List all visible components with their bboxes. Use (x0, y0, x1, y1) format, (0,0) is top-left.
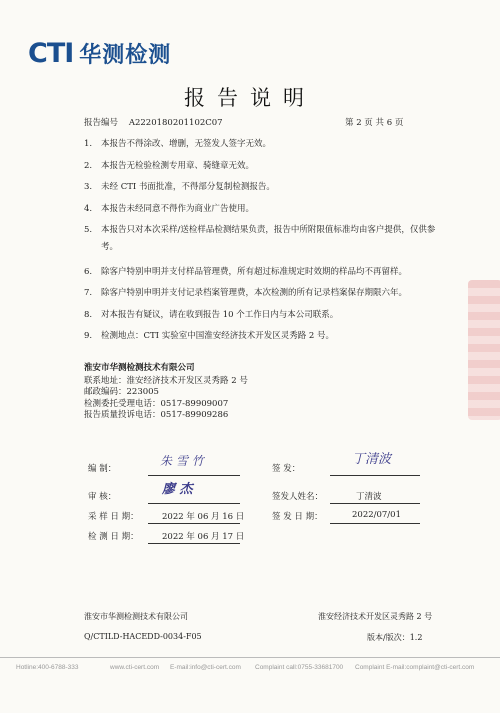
version-info: 版本/版次：1.2 (367, 633, 423, 642)
company-info (84, 363, 248, 422)
report-number-label: 报告编号 (84, 118, 119, 128)
signer-name-label: 签发人姓名： (272, 492, 324, 502)
reviewer-line (148, 503, 240, 504)
sign-label: 签 发： (272, 464, 301, 474)
company-logo (28, 38, 171, 69)
note-item: 3. 未经 CTI 书面批准，不得部分复制检测报告。 (84, 182, 275, 192)
note-item: 4. 本报告未经同意不得作为商业广告使用。 (84, 203, 255, 214)
document-code: Q/CTILD-HACEDD-0034-F05 (84, 632, 202, 641)
logo-name: 华测检测 (79, 43, 172, 68)
test-date: 2022 年 06 月 17 日 (162, 532, 245, 542)
company-address: 联系地址：淮安经济技术开发区灵秀路 2 号 (84, 375, 248, 386)
note-item: 8. 对本报告有疑议，请在收到报告 10 个工作日内与本公司联系。 (84, 309, 339, 320)
entrust-phone: 检测委托受理电话：0517-89909007 (84, 398, 229, 409)
note-item: 2. 本报告无检验检测专用章、骑缝章无效。 (84, 160, 255, 171)
sample-date-line (148, 523, 240, 524)
note-item: 9. 检测地点：CTI 实验室中国淮安经济技术开发区灵秀路 2 号。 (84, 331, 335, 341)
footer-company: 淮安市华测检测技术有限公司 (84, 612, 188, 621)
footer-address: 淮安经济技术开发区灵秀路 2 号 (318, 612, 433, 621)
note-item: 6. 除客户特别申明并支付样品管理费，所有超过标准规定时效期的样品均不再留样。 (84, 266, 408, 277)
sample-date-label: 采 样 日 期： (88, 512, 139, 522)
footer-divider (0, 657, 500, 658)
test-date-line (148, 543, 240, 544)
note-item: 7. 除客户特别申明并支付记录档案管理费，本次检测的所有记录档案保存期限六年。 (84, 288, 408, 298)
notes-list (84, 138, 444, 352)
complaint-call: Complaint call:0755-33681700 (255, 664, 344, 671)
hotline: Hotline:400-6788-333 (16, 664, 79, 671)
reviewer-label: 审 核： (88, 492, 117, 502)
website: www.cti-cert.com (110, 664, 160, 671)
email: E-mail:info@cti-cert.com (170, 664, 241, 671)
sample-date: 2022 年 06 月 16 日 (162, 512, 245, 522)
page-title: 报告说明 (184, 86, 316, 110)
note-item: 1. 本报告不得涂改、增删，无签发人签字无效。 (84, 139, 272, 149)
issue-date-label: 签 发 日 期： (272, 512, 323, 522)
reviewer-signature: 廖 杰 (162, 482, 193, 497)
report-number: A2220180201102C07 (128, 118, 223, 128)
signer-signature: 丁清波 (352, 452, 392, 467)
report-number-row (84, 116, 223, 128)
logo-brand: CTI (28, 38, 74, 69)
compiler-signature: 朱 雪 竹 (160, 454, 204, 468)
complaint-email: Complaint E-mail:complaint@cti-cert.com (355, 664, 475, 671)
compiler-label: 编 制： (88, 464, 117, 474)
signer-name-line (330, 503, 420, 504)
signer-name: 丁清波 (356, 492, 382, 502)
issue-date-line (330, 523, 420, 524)
company-postcode: 邮政编码：223005 (84, 387, 159, 397)
note-item: 5. 本报告只对本次采样/送检样品检测结果负责，报告中所附限值标准均由客户提供，仅供参考。 (84, 225, 436, 252)
issue-date: 2022/07/01 (352, 510, 401, 520)
sign-line (330, 475, 420, 476)
complaint-phone: 报告质量投诉电话：0517-89909286 (84, 410, 229, 420)
page-info: 第 2 页 共 6 页 (345, 118, 404, 128)
test-date-label: 检 测 日 期： (88, 532, 139, 542)
compiler-line (148, 475, 240, 476)
company-name: 淮安市华测检测技术有限公司 (84, 363, 195, 373)
seal-stamp (468, 280, 500, 420)
